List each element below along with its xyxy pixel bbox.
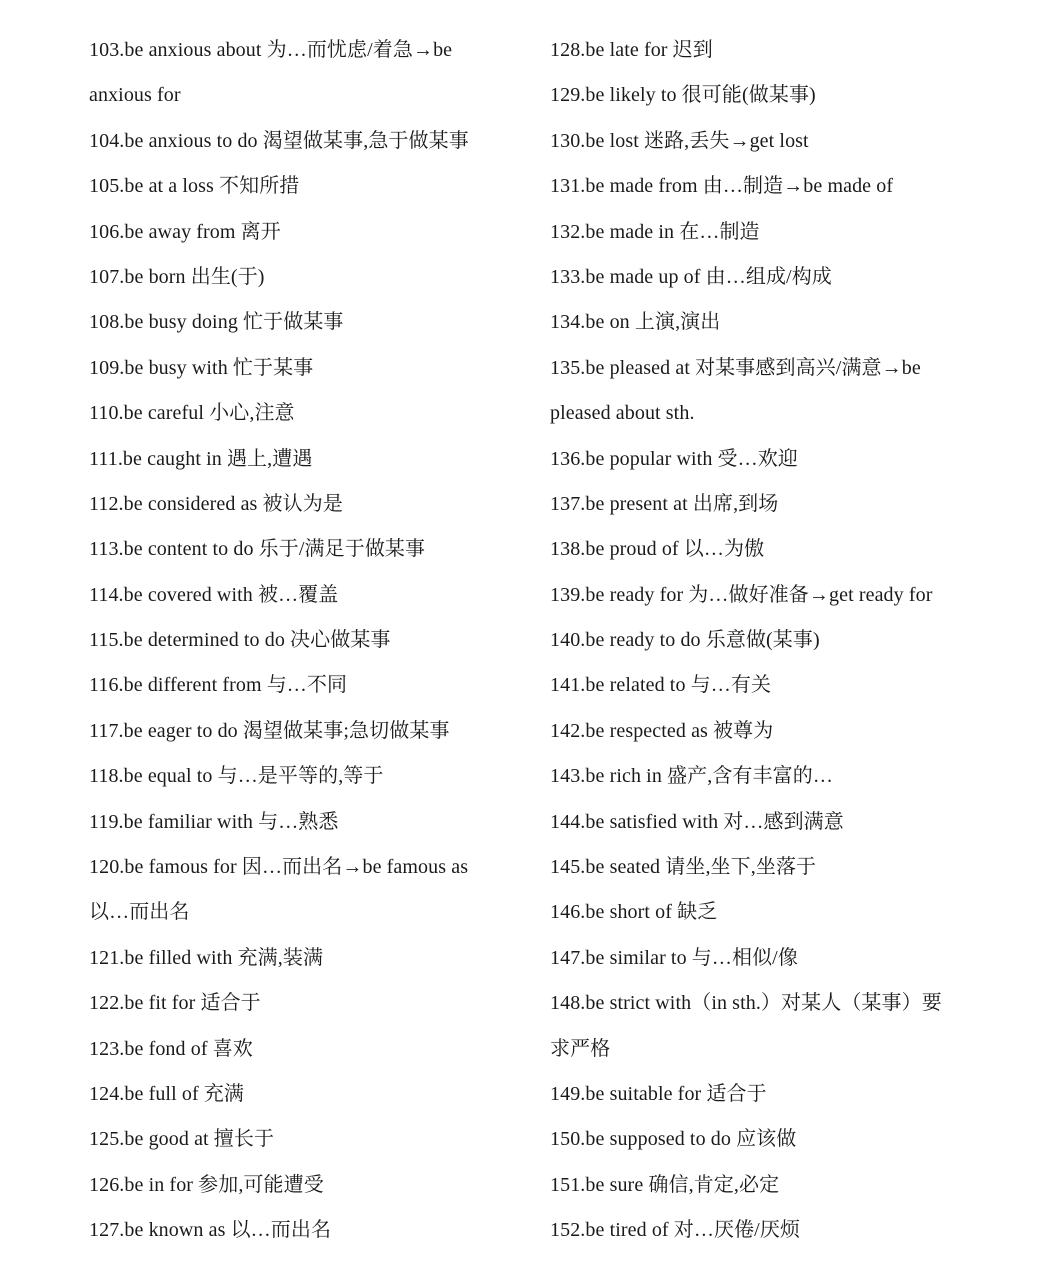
phrase-line: 129.be likely to 很可能(做某事): [550, 84, 816, 107]
phrase-line: 113.be content to do 乐于/满足于做某事: [89, 538, 426, 561]
phrase-line: 131.be made from 由…制造→be made of: [550, 175, 894, 198]
phrase-line: 120.be famous for 因…而出名→be famous as: [89, 856, 469, 879]
phrase-line: 132.be made in 在…制造: [550, 220, 760, 243]
phrase-line: 109.be busy with 忙于某事: [89, 356, 314, 379]
phrase-line: 116.be different from 与…不同: [89, 674, 348, 697]
phrase-line: 141.be related to 与…有关: [550, 674, 772, 697]
phrase-line: 111.be caught in 遇上,遭遇: [89, 447, 313, 470]
phrase-line: 147.be similar to 与…相似/像: [550, 946, 798, 969]
phrase-line: 106.be away from 离开: [89, 220, 281, 243]
phrase-line: 144.be satisfied with 对…感到满意: [550, 810, 844, 833]
phrase-line: 135.be pleased at 对某事感到高兴/满意→be: [550, 356, 921, 379]
phrase-line: 139.be ready for 为…做好准备→get ready for: [550, 583, 933, 606]
phrase-line: 123.be fond of 喜欢: [89, 1037, 253, 1060]
phrase-line: 122.be fit for 适合于: [89, 992, 261, 1015]
phrase-line: 140.be ready to do 乐意做(某事): [550, 629, 820, 652]
left-column: [89, 28, 529, 1254]
phrase-line: 108.be busy doing 忙于做某事: [89, 311, 344, 334]
phrase-line: 128.be late for 迟到: [550, 39, 713, 61]
phrase-line: anxious for: [89, 84, 181, 107]
phrase-line: 以…而出名: [89, 901, 190, 924]
phrase-line: 152.be tired of 对…厌倦/厌烦: [550, 1219, 801, 1242]
phrase-line: 124.be full of 充满: [89, 1082, 245, 1105]
phrase-line: 112.be considered as 被认为是: [89, 492, 343, 515]
phrase-line: 求严格: [550, 1037, 611, 1060]
phrase-line: 121.be filled with 充满,装满: [89, 946, 324, 969]
phrase-line: 143.be rich in 盛产,含有丰富的…: [550, 765, 833, 788]
phrase-line: 148.be strict with（in sth.）对某人（某事）要: [550, 992, 942, 1015]
phrase-line: 114.be covered with 被…覆盖: [89, 583, 339, 606]
phrase-line: 107.be born 出生(于): [89, 265, 265, 288]
right-column: [550, 28, 990, 1254]
phrase-line: pleased about sth.: [550, 402, 695, 425]
phrase-line: 117.be eager to do 渴望做某事;急切做某事: [89, 719, 450, 742]
phrase-line: 133.be made up of 由…组成/构成: [550, 265, 832, 288]
phrase-line: 126.be in for 参加,可能遭受: [89, 1173, 324, 1196]
phrase-line: 136.be popular with 受…欢迎: [550, 447, 798, 470]
phrase-line: 151.be sure 确信,肯定,必定: [550, 1173, 780, 1196]
phrase-line: 138.be proud of 以…为傲: [550, 538, 765, 561]
phrase-line: 145.be seated 请坐,坐下,坐落于: [550, 856, 817, 879]
phrase-line: 127.be known as 以…而出名: [89, 1219, 332, 1242]
phrase-line: 118.be equal to 与…是平等的,等于: [89, 765, 384, 788]
phrase-line: 134.be on 上演,演出: [550, 311, 721, 334]
phrase-line: 150.be supposed to do 应该做: [550, 1128, 797, 1151]
phrase-line: 149.be suitable for 适合于: [550, 1082, 767, 1105]
phrase-line: 142.be respected as 被尊为: [550, 719, 774, 742]
phrase-line: 104.be anxious to do 渴望做某事,急于做某事: [89, 129, 469, 152]
phrase-line: 130.be lost 迷路,丢失→get lost: [550, 129, 809, 152]
phrase-line: 103.be anxious about 为…而忧虑/着急→be: [89, 39, 453, 61]
phrase-line: 119.be familiar with 与…熟悉: [89, 810, 339, 833]
phrase-line: 110.be careful 小心,注意: [89, 402, 295, 425]
phrase-line: 125.be good at 擅长于: [89, 1128, 275, 1151]
phrase-line: 137.be present at 出席,到场: [550, 492, 779, 515]
phrase-line: 105.be at a loss 不知所措: [89, 175, 300, 198]
phrase-line: 146.be short of 缺乏: [550, 901, 718, 924]
phrase-line: 115.be determined to do 决心做某事: [89, 629, 391, 652]
